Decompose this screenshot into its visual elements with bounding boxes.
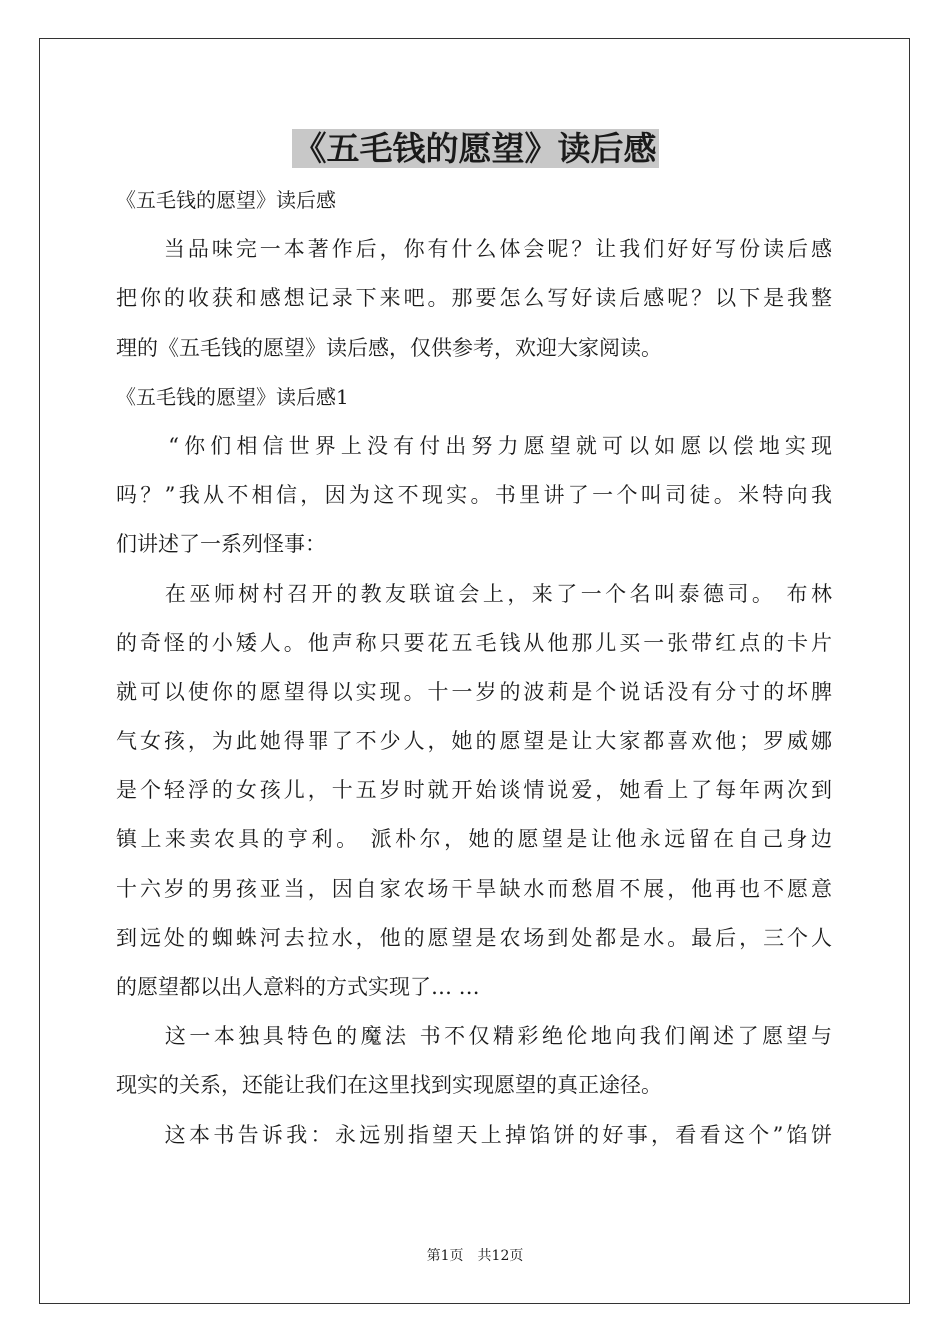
body-line: 理的《五毛钱的愿望》读后感，仅供参考，欢迎大家阅读。 [116, 335, 662, 360]
body-line: 这本书告诉我：永远别指望天上掉馅饼的好事，看看这个”馅饼 [116, 1122, 832, 1147]
body-line: 镇上来卖农具的亨利。 派朴尔，她的愿望是让他永远留在自己身边 [116, 827, 832, 852]
body-line: 吗？”我从不相信，因为这不现实。书里讲了一个叫司徒。米特向我 [116, 483, 832, 508]
body-line: 把你的收获和感想记录下来吧。那要怎么写好读后感呢？以下是我整 [116, 286, 832, 311]
body-line: 的愿望都以出人意料的方式实现了… … [116, 975, 480, 999]
title-text: 《五毛钱的愿望》读后感 [293, 129, 657, 168]
page-footer: 第1页 共12页 [426, 1248, 524, 1264]
body-line: “你们相信世界上没有付出努力愿望就可以如愿以偿地实现 [116, 433, 832, 458]
body-line: 现实的关系，还能让我们在这里找到实现愿望的真正途径。 [116, 1073, 662, 1098]
body-line: 在巫师树村召开的教友联谊会上，来了一个名叫泰德司。 布林 [116, 581, 832, 606]
body-line: 当品味完一本著作后，你有什么体会呢？让我们好好写份读后感 [116, 237, 832, 262]
body-line: 《五毛钱的愿望》读后感 [116, 188, 336, 212]
body-line: 十六岁的男孩亚当，因自家农场干旱缺水而愁眉不展，他再也不愿意 [116, 876, 832, 901]
body-line: 们讲述了一系列怪事： [116, 532, 326, 557]
body-line: 就可以使你的愿望得以实现。十一岁的波莉是个说话没有分寸的坏脾 [116, 679, 832, 704]
body-line: 《五毛钱的愿望》读后感1 [116, 384, 349, 409]
body-line: 是个轻浮的女孩儿，十五岁时就开始谈情说爱，她看上了每年两次到 [116, 778, 832, 803]
body-line: 气女孩，为此她得罪了不少人，她的愿望是让大家都喜欢他；罗威娜 [116, 729, 832, 754]
body-line: 这一本独具特色的魔法 书不仅精彩绝伦地向我们阐述了愿望与 [116, 1024, 832, 1049]
document-title [0, 126, 950, 172]
body-line: 的奇怪的小矮人。他声称只要花五毛钱从他那儿买一张带红点的卡片 [116, 630, 832, 655]
body-line: 到远处的蜘蛛河去拉水，他的愿望是农场到处都是水。最后，三个人 [116, 925, 832, 950]
document-body [116, 176, 832, 1160]
